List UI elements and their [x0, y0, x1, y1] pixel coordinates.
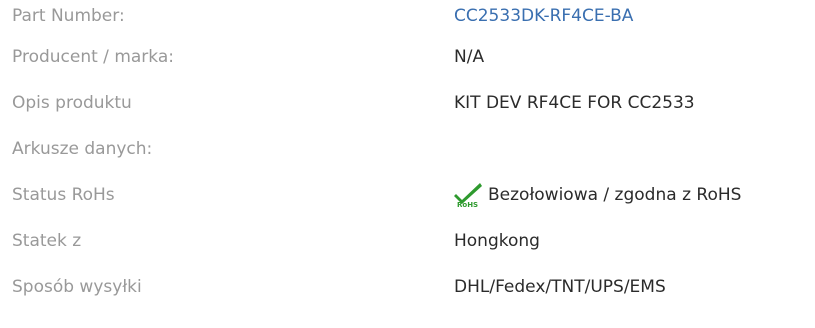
datasheets-label: Arkusze danych: [12, 139, 153, 159]
spec-row-ship-from [12, 218, 812, 264]
part-number-link[interactable]: CC2533DK-RF4CE-BA [454, 6, 634, 26]
part-number-label: Part Number: [12, 6, 125, 26]
manufacturer-value: N/A [454, 47, 485, 67]
svg-text:RoHS: RoHS [457, 201, 479, 208]
spec-row-shipping-method [12, 264, 812, 310]
spec-row-part-number [12, 0, 812, 34]
spec-row-rohs [12, 172, 812, 218]
spec-row-datasheets [12, 126, 812, 172]
description-label: Opis produktu [12, 93, 132, 113]
shipping-method-value: DHL/Fedex/TNT/UPS/EMS [454, 277, 666, 297]
rohs-status-value [454, 182, 741, 208]
ship-from-label: Statek z [12, 231, 82, 251]
shipping-method-label: Sposób wysyłki [12, 277, 142, 297]
description-value: KIT DEV RF4CE FOR CC2533 [454, 93, 695, 113]
product-spec-table [12, 0, 812, 310]
manufacturer-label: Producent / marka: [12, 47, 174, 67]
rohs-check-icon [454, 182, 486, 208]
ship-from-value: Hongkong [454, 231, 540, 251]
rohs-status-text: Bezołowiowa / zgodna z RoHS [488, 185, 742, 205]
spec-row-manufacturer [12, 34, 812, 80]
spec-row-description [12, 80, 812, 126]
rohs-status-label: Status RoHs [12, 185, 115, 205]
